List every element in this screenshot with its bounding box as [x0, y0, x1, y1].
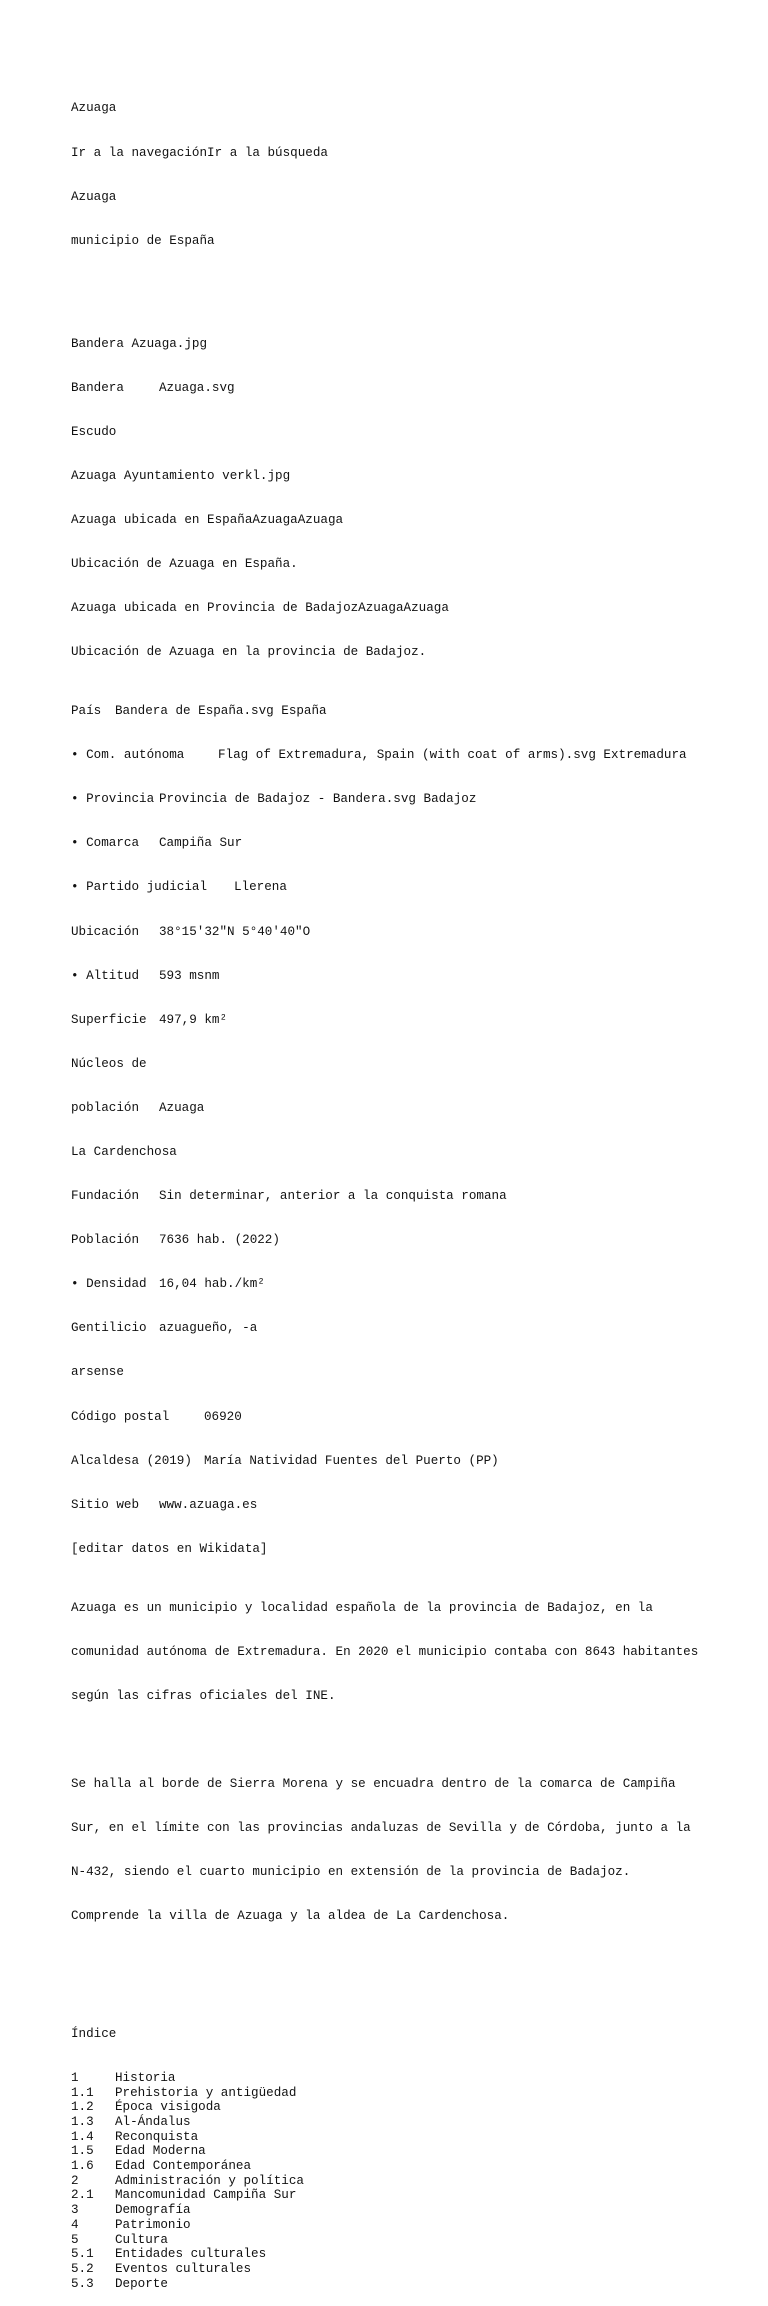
paragraph-2-line-3: N-432, siendo el cuarto municipio en extensión de la provincia de Badajoz. [71, 1865, 631, 1880]
skip-links[interactable]: Ir a la navegaciónIr a la búsqueda [71, 145, 328, 160]
fundacion-label: Fundación [71, 1189, 140, 1204]
row-superficie [71, 1013, 751, 1028]
poblacion-label: Población [71, 1233, 140, 1248]
ccaa-label: • Com. autónoma [71, 748, 185, 763]
toc-item-label: Patrimonio [115, 2217, 191, 2232]
toc-item-label: Cultura [115, 2232, 168, 2247]
shield-label: Escudo [71, 424, 117, 439]
poblacion-value: 7636 hab. (2022) [159, 1233, 280, 1248]
edit-wikidata-link[interactable]: [editar datos en Wikidata] [71, 1541, 268, 1556]
toc-item[interactable] [71, 2218, 751, 2233]
toc-item-number: 5 [71, 2232, 79, 2247]
toc-item[interactable] [71, 2115, 751, 2130]
toc-item-label: Administración y política [115, 2173, 304, 2188]
paragraph-2-line-2: Sur, en el límite con las provincias andaluzas de Sevilla y de Córdoba, junto a la [71, 1821, 691, 1836]
pais-value[interactable]: Bandera de España.svg España [115, 704, 327, 719]
row-cp [71, 1410, 751, 1425]
alcaldesa-value[interactable]: María Natividad Fuentes del Puerto (PP) [204, 1453, 499, 1468]
partido-label: • Partido judicial [71, 880, 208, 895]
article-description: municipio de España [71, 233, 215, 248]
paragraph-1-line-3: según las cifras oficiales del INE. [71, 1688, 336, 1703]
document-body [71, 72, 751, 2306]
toc-item[interactable] [71, 2277, 751, 2292]
toc-item-number: 4 [71, 2217, 79, 2232]
toc-item-label: Edad Moderna [115, 2144, 206, 2159]
ccaa-value[interactable]: Flag of Extremadura, Spain (with coat of arms).svg Extremadura [218, 748, 687, 763]
row-altitud [71, 969, 751, 984]
map-spain[interactable]: Azuaga ubicada en EspañaAzuagaAzuaga [71, 512, 344, 527]
spacer [71, 1733, 751, 1748]
toc-item-number: 2 [71, 2173, 79, 2188]
provincia-value[interactable]: Provincia de Badajoz - Bandera.svg Badajoz [159, 792, 477, 807]
toc-item-label: Mancomunidad Campiña Sur [115, 2188, 297, 2203]
toc-item[interactable] [71, 2086, 751, 2101]
toc-item-label: Edad Contemporánea [115, 2159, 252, 2174]
toc-item[interactable] [71, 2262, 751, 2277]
comarca-value[interactable]: Campiña Sur [159, 836, 243, 851]
toc-item[interactable] [71, 2100, 751, 2115]
cp-label: Código postal [71, 1409, 170, 1424]
densidad-label: • Densidad [71, 1277, 147, 1292]
toc-item-label: Demografía [115, 2203, 191, 2218]
map-spain-caption: Ubicación de Azuaga en España. [71, 557, 298, 572]
altitud-value: 593 msnm [159, 968, 220, 983]
nucleos-label-2: población [71, 1100, 140, 1115]
flag-svg-link[interactable]: Azuaga.svg [159, 380, 235, 395]
ubicacion-value[interactable]: 38°15′32″N 5°40′40″O [159, 924, 311, 939]
flag-row [71, 381, 751, 396]
row-comarca [71, 836, 751, 851]
ubicacion-label: Ubicación [71, 924, 140, 939]
toc-item-label: Al-Ándalus [115, 2115, 191, 2130]
row-provincia [71, 792, 751, 807]
map-province[interactable]: Azuaga ubicada en Provincia de BadajozAzuagaAzuaga [71, 601, 449, 616]
paragraph-2-line-4: Comprende la villa de Azuaga y la aldea de La Cardenchosa. [71, 1909, 510, 1924]
toc-item-label: Entidades culturales [115, 2247, 267, 2262]
article-name: Azuaga [71, 189, 117, 204]
provincia-label: • Provincia [71, 792, 155, 807]
flag-label: Bandera [71, 380, 124, 395]
toc-item[interactable] [71, 2144, 751, 2159]
paragraph-1-line-2: comunidad autónoma de Extremadura. En 2020 el municipio contaba con 8643 habitantes [71, 1644, 699, 1659]
toc-item-label: Eventos culturales [115, 2261, 252, 2276]
gentilicio-value-2: arsense [71, 1365, 124, 1380]
toc-item-label: Época visigoda [115, 2100, 221, 2115]
toc-item-number: 3 [71, 2203, 79, 2218]
partido-value[interactable]: Llerena [234, 880, 287, 895]
toc-item[interactable] [71, 2174, 751, 2189]
spacer [71, 278, 751, 293]
toc-title: Índice [71, 2026, 117, 2041]
gentilicio-label: Gentilicio [71, 1321, 147, 1336]
table-of-contents [71, 2071, 751, 2291]
superficie-value: 497,9 km² [159, 1012, 228, 1027]
paragraph-1-line-1: Azuaga es un municipio y localidad española de la provincia de Badajoz, en la [71, 1600, 653, 1615]
row-fundacion [71, 1189, 751, 1204]
fundacion-value: Sin determinar, anterior a la conquista romana [159, 1189, 507, 1204]
row-partido [71, 880, 751, 895]
map-province-caption: Ubicación de Azuaga en la provincia de Badajoz. [71, 645, 427, 660]
densidad-value: 16,04 hab./km² [159, 1277, 265, 1292]
row-gentilicio [71, 1321, 751, 1336]
toc-item[interactable] [71, 2071, 751, 2086]
cp-value: 06920 [204, 1409, 242, 1424]
toc-item-number: 5.1 [71, 2247, 94, 2262]
altitud-label: • Altitud [71, 968, 140, 983]
row-densidad [71, 1277, 751, 1292]
gentilicio-value: azuagueño, -a [159, 1321, 258, 1336]
toc-item[interactable] [71, 2233, 751, 2248]
superficie-label: Superficie [71, 1012, 147, 1027]
page-title: Azuaga [71, 101, 117, 116]
toc-item-label: Prehistoria y antigüedad [115, 2085, 297, 2100]
paragraph-2-line-1: Se halla al borde de Sierra Morena y se encuadra dentro de la comarca de Campiña [71, 1776, 676, 1791]
row-ubicacion [71, 925, 751, 940]
row-ccaa [71, 748, 751, 763]
pais-label: País [71, 704, 102, 719]
toc-item-label: Historia [115, 2070, 176, 2085]
alcaldesa-label: Alcaldesa (2019) [71, 1453, 192, 1468]
toc-item-number: 1.1 [71, 2085, 94, 2100]
toc-item[interactable] [71, 2159, 751, 2174]
toc-item-number: 2.1 [71, 2188, 94, 2203]
toc-item-number: 1 [71, 2070, 79, 2085]
row-poblacion [71, 1233, 751, 1248]
toc-item-number: 1.3 [71, 2115, 94, 2130]
comarca-label: • Comarca [71, 836, 140, 851]
toc-item-number: 5.2 [71, 2261, 94, 2276]
toc-item-number: 1.5 [71, 2144, 94, 2159]
spacer [71, 1953, 751, 1982]
toc-item-number: 1.2 [71, 2100, 94, 2115]
web-link[interactable]: www.azuaga.es [159, 1497, 258, 1512]
toc-item-number: 1.6 [71, 2159, 94, 2174]
toc-item[interactable] [71, 2247, 751, 2262]
web-label: Sitio web [71, 1497, 140, 1512]
toc-item-number: 1.4 [71, 2129, 94, 2144]
nucleos-label-1: Núcleos de [71, 1056, 147, 1071]
toc-item[interactable] [71, 2188, 751, 2203]
toc-item-label: Reconquista [115, 2129, 199, 2144]
row-nucleos [71, 1101, 751, 1116]
row-web [71, 1498, 751, 1513]
nucleos-value-1[interactable]: Azuaga [159, 1100, 205, 1115]
nucleos-value-2[interactable]: La Cardenchosa [71, 1144, 177, 1159]
row-alcaldesa [71, 1454, 751, 1469]
toc-item[interactable] [71, 2130, 751, 2145]
toc-item-label: Deporte [115, 2276, 168, 2291]
toc-item[interactable] [71, 2203, 751, 2218]
shield-image-caption[interactable]: Azuaga Ayuntamiento verkl.jpg [71, 468, 291, 483]
flag-image-caption[interactable]: Bandera Azuaga.jpg [71, 336, 208, 351]
toc-item-number: 5.3 [71, 2276, 94, 2291]
row-pais [71, 704, 751, 719]
